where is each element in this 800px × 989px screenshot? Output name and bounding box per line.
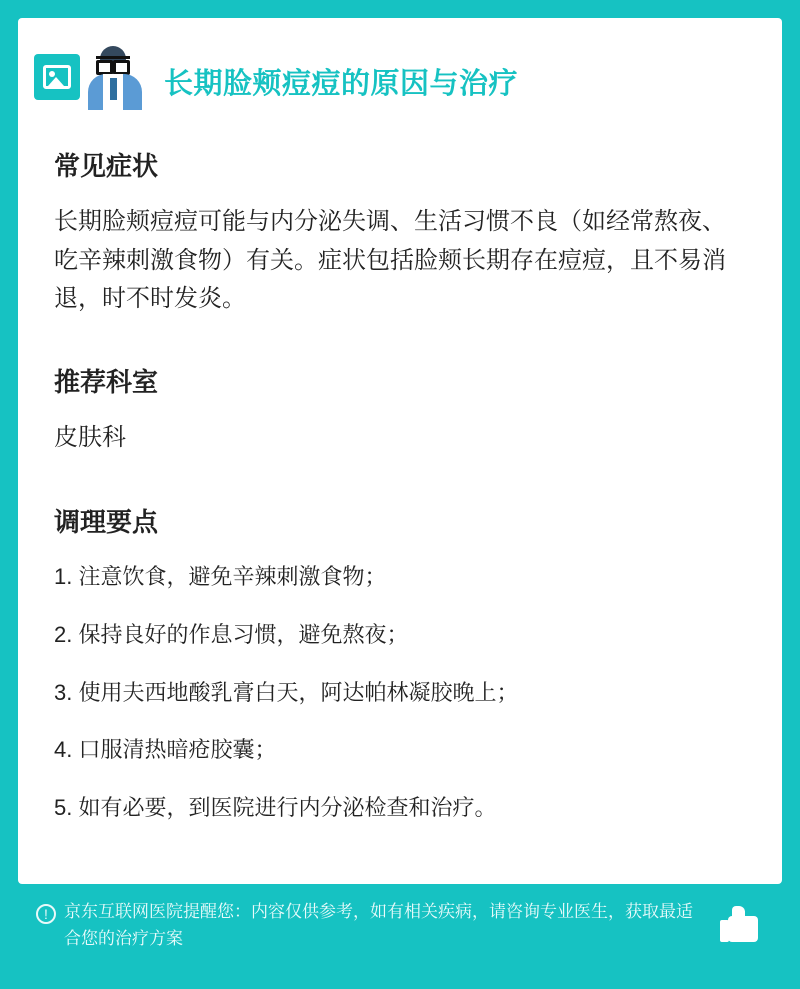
thumbs-up-icon[interactable] xyxy=(720,906,760,944)
avatar-glasses xyxy=(96,56,130,66)
doctor-avatar-icon xyxy=(84,44,146,110)
disclaimer-text: 京东互联网医院提醒您：内容仅供参考，如有相关疾病，请咨询专业医生，获取最适合您的治疗方案 xyxy=(64,902,693,949)
avatar-tie xyxy=(110,78,117,100)
symptoms-text: 长期脸颊痘痘可能与内分泌失调、生活习惯不良（如经常熬夜、吃辛辣刺激食物）有关。症状包括脸颊长期存在痘痘，且不易消退，时不时发炎。 xyxy=(54,208,726,313)
thumb-cuff-part xyxy=(720,920,729,942)
footer-disclaimer-bar xyxy=(18,884,782,970)
page-title: 长期脸颊痘痘的原因与治疗 xyxy=(164,68,519,100)
image-document-icon xyxy=(34,54,80,100)
list-item: 4. 口服清热暗疮胶囊； xyxy=(54,737,277,763)
image-glyph xyxy=(43,65,71,89)
list-item: 5. 如有必要，到医院进行内分泌检查和治疗。 xyxy=(54,795,497,821)
thumb-pad-part xyxy=(728,916,758,942)
department-text: 皮肤科 xyxy=(54,424,126,452)
list-item: 1. 注意饮食，避免辛辣刺激食物； xyxy=(54,563,387,589)
content-card xyxy=(18,18,782,884)
list-item: 2. 保持良好的作息习惯，避免熬夜； xyxy=(54,621,409,647)
tips-list xyxy=(54,561,746,824)
warning-icon xyxy=(36,904,56,924)
section-heading-symptoms: 常见症状 xyxy=(54,151,159,182)
list-item: 3. 使用夫西地酸乳膏白天，阿达帕林凝胶晚上； xyxy=(54,679,519,705)
section-heading-tips: 调理要点 xyxy=(54,506,159,537)
section-heading-department: 推荐科室 xyxy=(54,367,159,398)
